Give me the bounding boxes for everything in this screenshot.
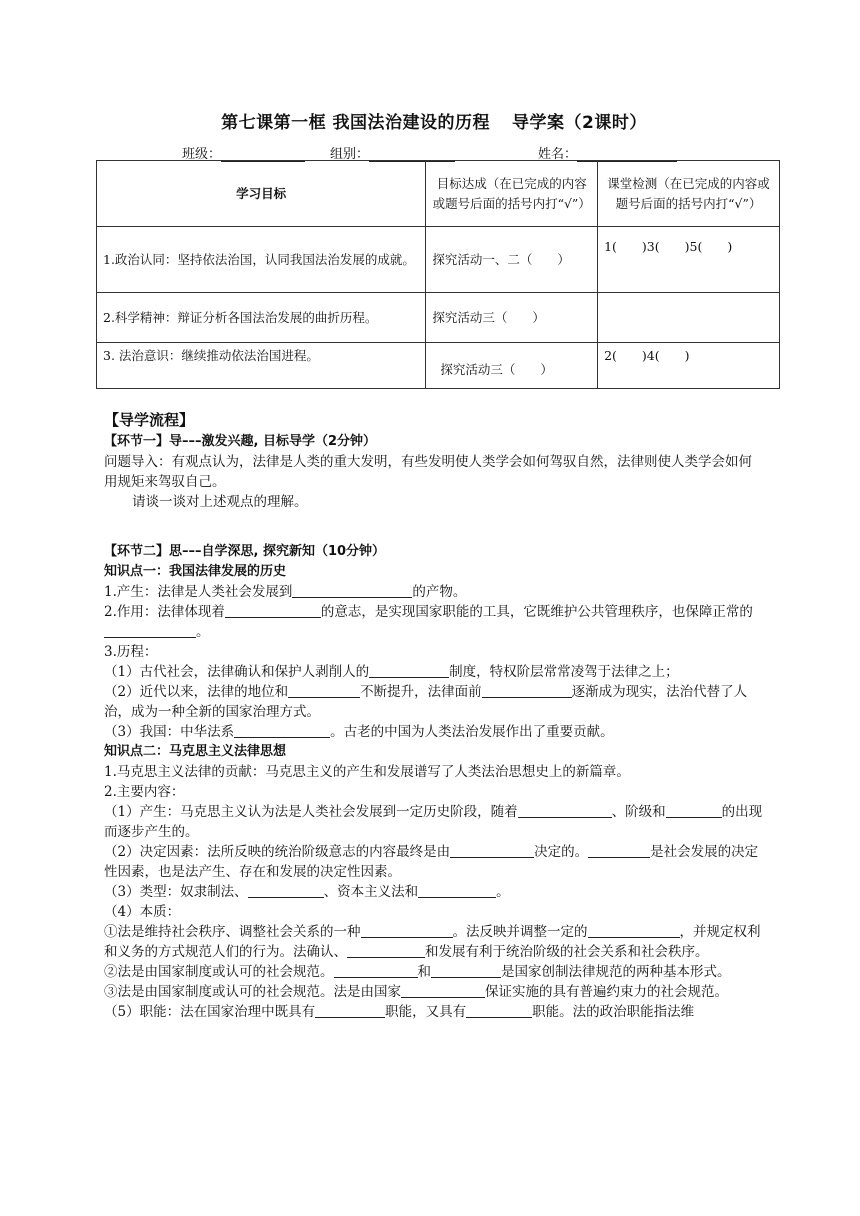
kp2-sub2: （2）决定因素：法所反映的统治阶级意志的内容最终是由 决定的。 是社会发展的决定性因素，也是法产生、存在和发展的决定性因素。 xyxy=(104,844,759,880)
kp1-heading: 知识点一：我国法律发展的历史 xyxy=(104,564,287,579)
fill-blank[interactable] xyxy=(104,622,196,638)
check-cell[interactable] xyxy=(598,293,780,343)
kp1-sub3: （3）我国：中华法系 。古老的中国为人类法治发展作出了重要贡献。 xyxy=(104,724,614,740)
fill-blank[interactable] xyxy=(518,802,612,818)
activity-cell[interactable]: 探究活动一、二（ ） xyxy=(426,227,598,293)
kp2-essence-3: ③法是由国家制度或认可的社会规范。法是由国家 保证实施的具有普遍约束力的社会规范。 xyxy=(104,984,728,1000)
fill-blank[interactable] xyxy=(418,882,496,898)
fill-blank[interactable] xyxy=(234,722,330,738)
table-row xyxy=(97,343,780,389)
fill-blank[interactable] xyxy=(450,842,534,858)
header-class-check: 课堂检测（在已完成的内容或题号后面的括号内打“√”） xyxy=(598,161,780,227)
kp2-sub5: （5）职能：法在国家治理中既具有 职能，又具有 职能。法的政治职能指法维 xyxy=(104,1004,695,1020)
table-row xyxy=(97,227,780,293)
step1-intro: 问题导入：有观点认为，法律是人类的重大发明，有些发明使人类学会如何驾驭自然，法律则使人类学会如何用规矩来驾驭自己。 xyxy=(104,454,752,490)
check-cell[interactable]: 2( )4( ) xyxy=(598,343,780,389)
step2-heading: 【环节二】思–––自学深思, 探究新知（10分钟） xyxy=(104,544,386,559)
kp2-sub3: （3）类型：奴隶制法、 、资本主义法和 。 xyxy=(104,884,510,900)
fill-blank[interactable] xyxy=(666,802,722,818)
fill-blank[interactable] xyxy=(482,682,572,698)
fill-blank[interactable] xyxy=(369,662,449,678)
study-flow xyxy=(104,410,764,1022)
fill-blank[interactable] xyxy=(347,942,425,958)
flow-heading: 【导学流程】 xyxy=(104,411,195,429)
kp2-item1: 1.马克思主义法律的贡献：马克思主义的产生和发展谱写了人类法治思想史上的新篇章。 xyxy=(104,764,630,780)
goal-cell: 2.科学精神：辩证分析各国法治发展的曲折历程。 xyxy=(97,293,426,343)
group-field[interactable]: 组别： xyxy=(330,143,455,162)
fill-blank[interactable] xyxy=(292,582,412,598)
class-field[interactable]: 班级： xyxy=(182,143,305,162)
fill-blank[interactable] xyxy=(588,922,680,938)
goal-cell: 3. 法治意识：继续推动依法治国进程。 xyxy=(97,343,426,389)
kp2-item2: 2.主要内容： xyxy=(104,784,185,800)
fill-blank[interactable] xyxy=(588,842,650,858)
fill-blank[interactable] xyxy=(315,1002,385,1018)
kp2-sub4: （4）本质： xyxy=(104,904,181,920)
fill-blank[interactable] xyxy=(334,962,418,978)
fill-blank[interactable] xyxy=(401,982,485,998)
header-goal-achievement: 目标达成（在已完成的内容或题号后面的括号内打“√”） xyxy=(426,161,598,227)
fill-blank[interactable] xyxy=(431,962,501,978)
kp2-heading: 知识点二：马克思主义法律思想 xyxy=(104,744,287,759)
goal-cell: 1.政治认同：坚持依法治国，认同我国法治发展的成就。 xyxy=(97,227,426,293)
header-learning-goals: 学习目标 xyxy=(97,161,426,227)
fill-blank[interactable] xyxy=(225,602,321,618)
activity-cell[interactable]: 探究活动三（ ） xyxy=(426,343,598,389)
activity-cell[interactable]: 探究活动三（ ） xyxy=(426,293,598,343)
kp1-item2: 2.作用：法律体现着 的意志，是实现国家职能的工具，它既维护公共管理秩序，也保障正常的。 xyxy=(104,604,753,640)
kp1-item3: 3.历程： xyxy=(104,644,158,660)
step1-prompt: 请谈一谈对上述观点的理解。 xyxy=(132,494,308,510)
title-lesson: 第七课第一框 我国法治建设的历程 xyxy=(221,113,491,133)
table-row xyxy=(97,293,780,343)
table-header-row xyxy=(97,161,780,227)
fill-blank[interactable] xyxy=(288,682,360,698)
step1-heading: 【环节一】导–––激发兴趣, 目标导学（2分钟） xyxy=(104,434,377,449)
fill-blank[interactable] xyxy=(466,1002,532,1018)
kp1-sub2: （2）近代以来，法律的地位和 不断提升，法律面前 逐渐成为现实，法治代替了人治，成为一种全新的国家治理方式。 xyxy=(104,684,748,720)
kp2-sub1: （1）产生：马克思主义认为法是人类社会发展到一定历史阶段，随着 、阶级和 的出现而逐步产生的。 xyxy=(104,804,763,840)
title-plan: 导学案（2课时） xyxy=(512,113,647,133)
learning-goals-table xyxy=(96,160,780,389)
fill-blank[interactable] xyxy=(361,922,453,938)
kp1-sub1: （1）古代社会，法律确认和保护人剥削人的 制度，特权阶层常常凌驾于法律之上； xyxy=(104,664,679,680)
kp1-item1: 1.产生：法律是人类社会发展到 的产物。 xyxy=(104,584,467,600)
check-cell[interactable]: 1( )3( )5( ) xyxy=(598,227,780,293)
name-field[interactable]: 姓名： xyxy=(538,143,677,162)
page-title xyxy=(104,108,764,133)
kp2-essence-1: ①法是维持社会秩序、调整社会关系的一种 。法反映并调整一定的 ，并规定权利和义务的方式规范人们的行为。法确认、 和发展有利于统治阶级的社会关系和社会秩序。 xyxy=(104,924,761,960)
fill-blank[interactable] xyxy=(248,882,324,898)
kp2-essence-2: ②法是由国家制度或认可的社会规范。 和 是国家创制法律规范的两种基本形式。 xyxy=(104,964,731,980)
